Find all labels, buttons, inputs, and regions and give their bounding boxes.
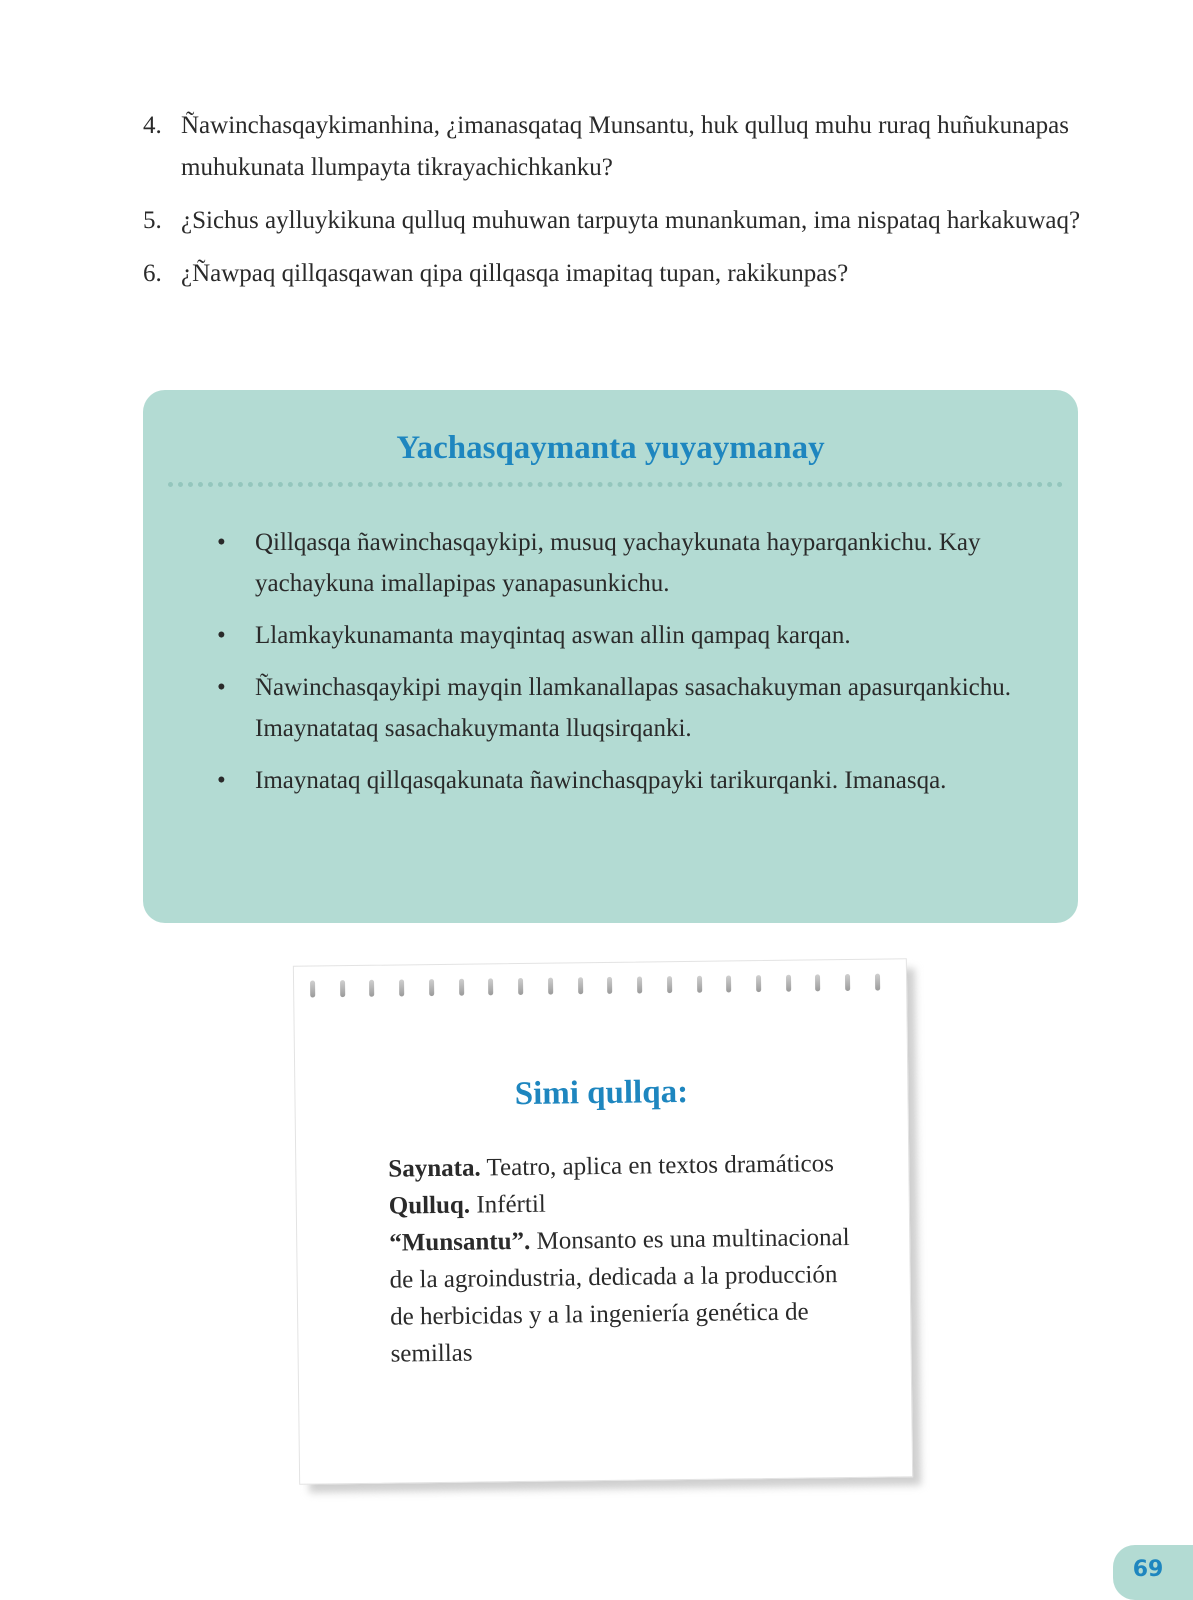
review-bullet-text: Qillqasqa ñawinchasqaykipi, musuq yachaykunata hayparqankichu. Kay yachaykuna imallapipas yanapasunkichu. <box>255 529 981 597</box>
glossary-title: Simi qullqa: <box>514 1073 689 1113</box>
spiral-hole-icon <box>488 978 493 995</box>
review-bullet-item <box>217 760 1017 801</box>
spiral-hole-icon <box>340 980 345 997</box>
spiral-hole-icon <box>845 974 850 991</box>
review-bullet-item <box>217 522 1017 604</box>
review-bullet-text: Imaynataq qillqasqakunata ñawinchasqpayki tarikurqanki. Imanasqa. <box>255 767 947 794</box>
question-number: 5. <box>143 207 162 234</box>
questions-list <box>143 105 1083 306</box>
spiral-hole-icon <box>310 981 315 998</box>
question-item-4 <box>143 105 1083 189</box>
question-text: ¿Ñawpaq qillqasqawan qipa qillqasqa imapitaq tupan, rakikunpas? <box>181 260 849 287</box>
review-bullet-item <box>217 667 1017 749</box>
question-number: 4. <box>143 112 162 139</box>
spiral-hole-icon <box>607 977 612 994</box>
bullet-icon: • <box>217 622 226 649</box>
spiral-hole-icon <box>756 975 761 992</box>
spiral-hole-icon <box>815 974 820 991</box>
bullet-icon: • <box>217 674 226 701</box>
glossary-note-card <box>293 958 913 1484</box>
spiral-hole-icon <box>399 979 404 996</box>
glossary-definition: Teatro, aplica en textos dramáticos <box>480 1150 835 1182</box>
spiral-hole-icon <box>786 975 791 992</box>
page-number-tab <box>1113 1545 1193 1600</box>
question-number: 6. <box>143 260 162 287</box>
review-bullet-text: Llamkaykunamanta mayqintaq aswan allin qampaq karqan. <box>255 622 851 649</box>
spiral-hole-icon <box>697 976 702 993</box>
spiral-hole-icon <box>459 979 464 996</box>
glossary-entry <box>389 1219 861 1373</box>
review-bullet-text: Ñawinchasqaykipi mayqin llamkanallapas sasachakuyman apasurqankichu. Imaynatataq sasachakuymanta lluqsirqanki. <box>255 674 1012 742</box>
spiral-hole-icon <box>637 977 642 994</box>
page-number: 69 <box>1132 1557 1164 1582</box>
dotted-divider <box>168 482 1063 487</box>
spiral-hole-icon <box>875 974 880 991</box>
question-item-5 <box>143 200 1083 242</box>
glossary-term: “Munsantu”. <box>389 1227 531 1257</box>
review-bullet-item <box>217 615 1017 656</box>
question-item-6 <box>143 253 1083 295</box>
spiral-hole-icon <box>548 978 553 995</box>
glossary-definition: Infértil <box>469 1190 546 1219</box>
question-text: Ñawinchasqaykimanhina, ¿imanasqataq Munsantu, huk qulluq muhu ruraq huñukunapas muhukunata llumpayta tikrayachichkanku? <box>181 112 1070 181</box>
spiral-hole-icon <box>667 976 672 993</box>
bullet-icon: • <box>217 767 226 794</box>
spiral-hole-icon <box>518 978 523 995</box>
spiral-hole-icon <box>429 979 434 996</box>
bullet-icon: • <box>217 529 226 556</box>
spiral-hole-icon <box>726 975 731 992</box>
glossary-definition: Monsanto es una multinacional de la agroindustria, dedicada a la producción de herbicidas y a la ingeniería genética de semillas <box>389 1223 850 1368</box>
spiral-holes <box>310 974 880 1003</box>
review-bullet-list <box>217 522 1017 812</box>
glossary-entry <box>388 1145 858 1188</box>
glossary-entry <box>389 1182 859 1225</box>
glossary-term: Qulluq. <box>388 1191 471 1220</box>
review-box <box>143 390 1078 923</box>
spiral-hole-icon <box>578 977 583 994</box>
glossary-term: Saynata. <box>388 1154 481 1183</box>
glossary-entries <box>388 1145 861 1373</box>
review-title: Yachasqaymanta yuyaymanay <box>396 430 825 466</box>
spiral-hole-icon <box>369 980 374 997</box>
question-text: ¿Sichus aylluykikuna qulluq muhuwan tarpuyta munankuman, ima nispataq harkakuwaq? <box>181 207 1081 234</box>
